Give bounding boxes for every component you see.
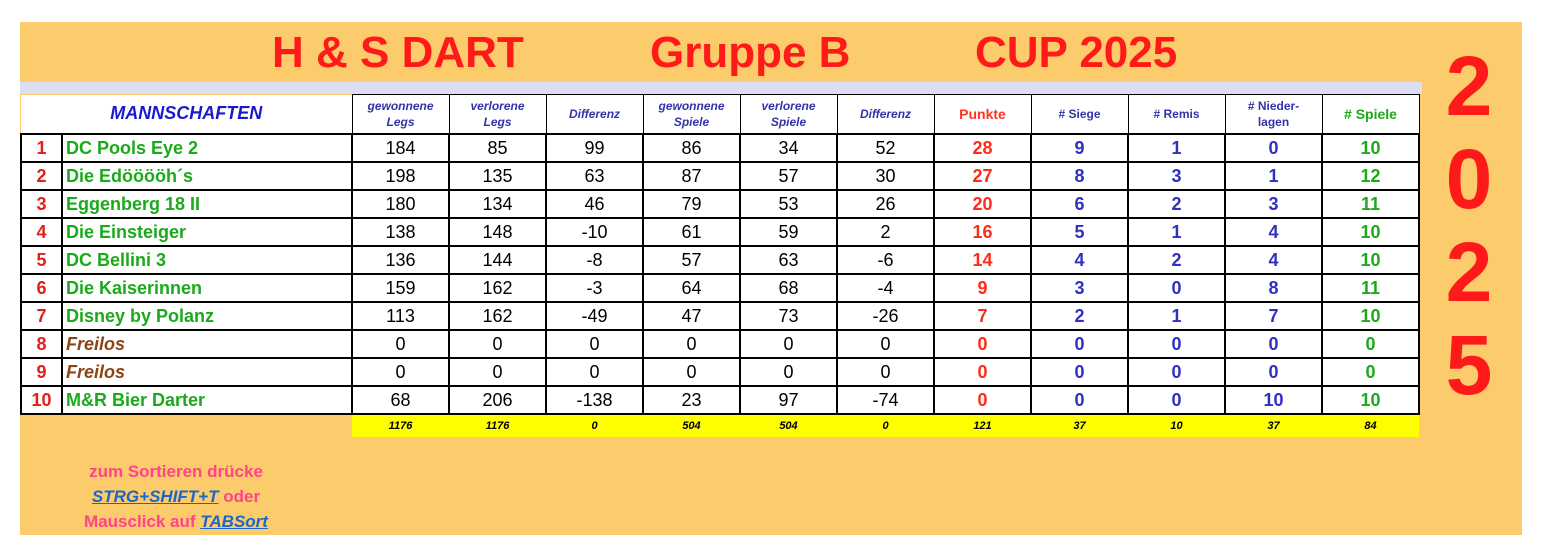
table-row[interactable] — [21, 246, 1419, 274]
col-header-games-diff[interactable]: Differenz — [837, 95, 934, 135]
cell-legs-won[interactable]: 113 — [352, 302, 449, 330]
cell-legs-lost[interactable]: 162 — [449, 302, 546, 330]
cell-games-lost[interactable]: 63 — [740, 246, 837, 274]
cell-legs-lost[interactable]: 0 — [449, 358, 546, 386]
cell-legs-won[interactable]: 0 — [352, 358, 449, 386]
cell-games[interactable]: 11 — [1322, 274, 1419, 302]
sort-hint — [20, 459, 332, 534]
cell-draws[interactable]: 1 — [1128, 218, 1225, 246]
cell-points[interactable]: 14 — [934, 246, 1031, 274]
cell-games-lost[interactable]: 59 — [740, 218, 837, 246]
cell-draws[interactable]: 0 — [1128, 358, 1225, 386]
team-name-cell[interactable]: Freilos — [62, 330, 352, 358]
total-games-diff: 0 — [837, 414, 934, 437]
cell-wins[interactable]: 4 — [1031, 246, 1128, 274]
table-row[interactable] — [21, 302, 1419, 330]
cell-draws[interactable]: 1 — [1128, 302, 1225, 330]
team-name-cell[interactable]: DC Pools Eye 2 — [62, 134, 352, 162]
cell-games-lost[interactable]: 97 — [740, 386, 837, 414]
cell-legs-won[interactable]: 68 — [352, 386, 449, 414]
cell-legs-lost[interactable]: 135 — [449, 162, 546, 190]
table-row[interactable] — [21, 386, 1419, 414]
cell-losses[interactable]: 4 — [1225, 218, 1322, 246]
total-games: 84 — [1322, 414, 1419, 437]
team-name-cell[interactable]: Freilos — [62, 358, 352, 386]
year-digit: 5 — [1445, 318, 1493, 412]
cell-losses[interactable]: 4 — [1225, 246, 1322, 274]
cell-games[interactable]: 10 — [1322, 246, 1419, 274]
cell-games-diff[interactable]: 2 — [837, 218, 934, 246]
cell-games-diff[interactable]: -74 — [837, 386, 934, 414]
year-digit: 0 — [1445, 132, 1493, 226]
cell-wins[interactable]: 9 — [1031, 134, 1128, 162]
table-row[interactable] — [21, 190, 1419, 218]
cell-wins[interactable]: 6 — [1031, 190, 1128, 218]
table-row[interactable] — [21, 134, 1419, 162]
cell-legs-diff[interactable]: 99 — [546, 134, 643, 162]
sort-hint-prefix: Mausclick auf — [84, 512, 201, 531]
col-header-legs-won[interactable]: gewonnene Legs — [352, 95, 449, 135]
cell-games-diff[interactable]: 26 — [837, 190, 934, 218]
cell-losses[interactable]: 0 — [1225, 358, 1322, 386]
total-points: 121 — [934, 414, 1031, 437]
cell-games-diff[interactable]: 30 — [837, 162, 934, 190]
header-stripe — [20, 82, 1422, 94]
cell-legs-diff[interactable]: -8 — [546, 246, 643, 274]
cell-draws[interactable]: 2 — [1128, 190, 1225, 218]
team-name-cell[interactable]: Eggenberg 18 II — [62, 190, 352, 218]
cell-legs-diff[interactable]: 63 — [546, 162, 643, 190]
cell-wins[interactable]: 3 — [1031, 274, 1128, 302]
total-losses: 37 — [1225, 414, 1322, 437]
team-name-cell[interactable]: Die Einsteiger — [62, 218, 352, 246]
table-row[interactable] — [21, 330, 1419, 358]
team-name-cell[interactable]: Die Edööööh´s — [62, 162, 352, 190]
col-header-legs-diff[interactable]: Differenz — [546, 95, 643, 135]
cell-draws[interactable]: 0 — [1128, 274, 1225, 302]
cell-losses[interactable]: 0 — [1225, 134, 1322, 162]
col-header-games[interactable]: # Spiele — [1322, 95, 1419, 135]
cell-points[interactable]: 27 — [934, 162, 1031, 190]
cell-legs-diff[interactable]: -49 — [546, 302, 643, 330]
cell-wins[interactable]: 0 — [1031, 330, 1128, 358]
cell-draws[interactable]: 3 — [1128, 162, 1225, 190]
cell-points[interactable]: 0 — [934, 358, 1031, 386]
total-legs-lost: 1176 — [449, 414, 546, 437]
cell-wins[interactable]: 0 — [1031, 358, 1128, 386]
rank-cell[interactable]: 2 — [21, 162, 62, 190]
cell-games-won[interactable]: 87 — [643, 162, 740, 190]
cell-games-diff[interactable]: -4 — [837, 274, 934, 302]
cell-games-diff[interactable]: -26 — [837, 302, 934, 330]
cell-legs-lost[interactable]: 0 — [449, 330, 546, 358]
sort-hint-line1: zum Sortieren drücke — [89, 462, 263, 481]
cell-legs-lost[interactable]: 162 — [449, 274, 546, 302]
cell-wins[interactable]: 2 — [1031, 302, 1128, 330]
team-name-cell[interactable]: DC Bellini 3 — [62, 246, 352, 274]
total-wins: 37 — [1031, 414, 1128, 437]
cell-games[interactable]: 10 — [1322, 134, 1419, 162]
team-name-cell[interactable]: Disney by Polanz — [62, 302, 352, 330]
rank-cell[interactable]: 1 — [21, 134, 62, 162]
cell-games-lost[interactable]: 0 — [740, 330, 837, 358]
cell-games-lost[interactable]: 0 — [740, 358, 837, 386]
cell-games[interactable]: 12 — [1322, 162, 1419, 190]
total-games-won: 504 — [643, 414, 740, 437]
cell-points[interactable]: 20 — [934, 190, 1031, 218]
header-row — [21, 95, 1419, 135]
cell-games-won[interactable]: 64 — [643, 274, 740, 302]
cell-games[interactable]: 10 — [1322, 302, 1419, 330]
cell-games-won[interactable]: 23 — [643, 386, 740, 414]
rank-cell[interactable]: 8 — [21, 330, 62, 358]
cell-losses[interactable]: 7 — [1225, 302, 1322, 330]
cell-games-diff[interactable]: -6 — [837, 246, 934, 274]
cell-losses[interactable]: 3 — [1225, 190, 1322, 218]
cell-legs-diff[interactable]: 0 — [546, 358, 643, 386]
rank-cell[interactable]: 10 — [21, 386, 62, 414]
total-games-lost: 504 — [740, 414, 837, 437]
cell-games[interactable]: 0 — [1322, 330, 1419, 358]
cell-losses[interactable]: 1 — [1225, 162, 1322, 190]
cell-legs-diff[interactable]: 0 — [546, 330, 643, 358]
cell-legs-won[interactable]: 136 — [352, 246, 449, 274]
year-digit: 2 — [1445, 225, 1493, 319]
table-row[interactable] — [21, 162, 1419, 190]
col-header-draws[interactable]: # Remis — [1128, 95, 1225, 135]
cell-draws[interactable]: 2 — [1128, 246, 1225, 274]
cell-games-lost[interactable]: 53 — [740, 190, 837, 218]
sort-hint-oder: oder — [218, 487, 261, 506]
rank-cell[interactable]: 6 — [21, 274, 62, 302]
cell-draws[interactable]: 0 — [1128, 386, 1225, 414]
cell-games-lost[interactable]: 73 — [740, 302, 837, 330]
cell-points[interactable]: 0 — [934, 386, 1031, 414]
cell-legs-lost[interactable]: 148 — [449, 218, 546, 246]
cell-points[interactable]: 0 — [934, 330, 1031, 358]
rank-cell[interactable]: 9 — [21, 358, 62, 386]
cell-legs-won[interactable]: 184 — [352, 134, 449, 162]
cell-points[interactable]: 7 — [934, 302, 1031, 330]
team-name-cell[interactable]: M&R Bier Darter — [62, 386, 352, 414]
cell-losses[interactable]: 0 — [1225, 330, 1322, 358]
cell-wins[interactable]: 8 — [1031, 162, 1128, 190]
cell-legs-won[interactable]: 198 — [352, 162, 449, 190]
col-header-legs-lost[interactable]: verlorene Legs — [449, 95, 546, 135]
cell-games-diff[interactable]: 0 — [837, 330, 934, 358]
cell-games-lost[interactable]: 34 — [740, 134, 837, 162]
team-column-header[interactable]: MANNSCHAFTEN — [21, 95, 352, 135]
cell-games-won[interactable]: 47 — [643, 302, 740, 330]
tabsort-link[interactable]: TABSort — [200, 512, 268, 531]
cell-games-won[interactable]: 0 — [643, 330, 740, 358]
standings-table — [20, 94, 1420, 437]
team-name-cell[interactable]: Die Kaiserinnen — [62, 274, 352, 302]
cell-legs-won[interactable]: 0 — [352, 330, 449, 358]
cell-games-won[interactable]: 0 — [643, 358, 740, 386]
cell-losses[interactable]: 8 — [1225, 274, 1322, 302]
cell-games[interactable]: 10 — [1322, 218, 1419, 246]
cell-legs-won[interactable]: 159 — [352, 274, 449, 302]
cell-draws[interactable]: 0 — [1128, 330, 1225, 358]
cell-wins[interactable]: 5 — [1031, 218, 1128, 246]
rank-cell[interactable]: 5 — [21, 246, 62, 274]
cell-games[interactable]: 11 — [1322, 190, 1419, 218]
col-header-games-lost[interactable]: verlorene Spiele — [740, 95, 837, 135]
total-draws: 10 — [1128, 414, 1225, 437]
cell-legs-lost[interactable]: 85 — [449, 134, 546, 162]
cell-games-lost[interactable]: 68 — [740, 274, 837, 302]
title-cup: CUP 2025 — [975, 28, 1178, 77]
cell-legs-won[interactable]: 180 — [352, 190, 449, 218]
cell-wins[interactable]: 0 — [1031, 386, 1128, 414]
rank-cell[interactable]: 7 — [21, 302, 62, 330]
cell-points[interactable]: 28 — [934, 134, 1031, 162]
col-header-points[interactable]: Punkte — [934, 95, 1031, 135]
year-digit: 2 — [1445, 39, 1493, 133]
cell-points[interactable]: 9 — [934, 274, 1031, 302]
cell-games-won[interactable]: 86 — [643, 134, 740, 162]
totals-spacer — [21, 414, 352, 437]
table-row[interactable] — [21, 218, 1419, 246]
cell-games-diff[interactable]: 0 — [837, 358, 934, 386]
cell-legs-diff[interactable]: -138 — [546, 386, 643, 414]
cell-legs-lost[interactable]: 134 — [449, 190, 546, 218]
total-legs-won: 1176 — [352, 414, 449, 437]
totals-row — [21, 414, 1419, 437]
col-header-losses[interactable]: # Nieder- lagen — [1225, 95, 1322, 135]
rank-cell[interactable]: 3 — [21, 190, 62, 218]
cell-legs-lost[interactable]: 206 — [449, 386, 546, 414]
cell-losses[interactable]: 10 — [1225, 386, 1322, 414]
table-row[interactable] — [21, 358, 1419, 386]
cell-legs-diff[interactable]: -10 — [546, 218, 643, 246]
cell-legs-won[interactable]: 138 — [352, 218, 449, 246]
shortcut-link[interactable]: STRG+SHIFT+T — [91, 487, 219, 506]
year-vertical — [1426, 40, 1512, 412]
cell-points[interactable]: 16 — [934, 218, 1031, 246]
cell-games-diff[interactable]: 52 — [837, 134, 934, 162]
cell-legs-lost[interactable]: 144 — [449, 246, 546, 274]
cell-games-won[interactable]: 61 — [643, 218, 740, 246]
cell-games-won[interactable]: 57 — [643, 246, 740, 274]
cell-games-lost[interactable]: 57 — [740, 162, 837, 190]
total-legs-diff: 0 — [546, 414, 643, 437]
cell-games[interactable]: 0 — [1322, 358, 1419, 386]
title-group: Gruppe B — [650, 28, 851, 77]
title-league: H & S DART — [272, 28, 524, 77]
col-header-games-won[interactable]: gewonnene Spiele — [643, 95, 740, 135]
col-header-wins[interactable]: # Siege — [1031, 95, 1128, 135]
cell-legs-diff[interactable]: -3 — [546, 274, 643, 302]
cell-legs-diff[interactable]: 46 — [546, 190, 643, 218]
rank-cell[interactable]: 4 — [21, 218, 62, 246]
table-row[interactable] — [21, 274, 1419, 302]
cell-games-won[interactable]: 79 — [643, 190, 740, 218]
cell-games[interactable]: 10 — [1322, 386, 1419, 414]
cell-draws[interactable]: 1 — [1128, 134, 1225, 162]
